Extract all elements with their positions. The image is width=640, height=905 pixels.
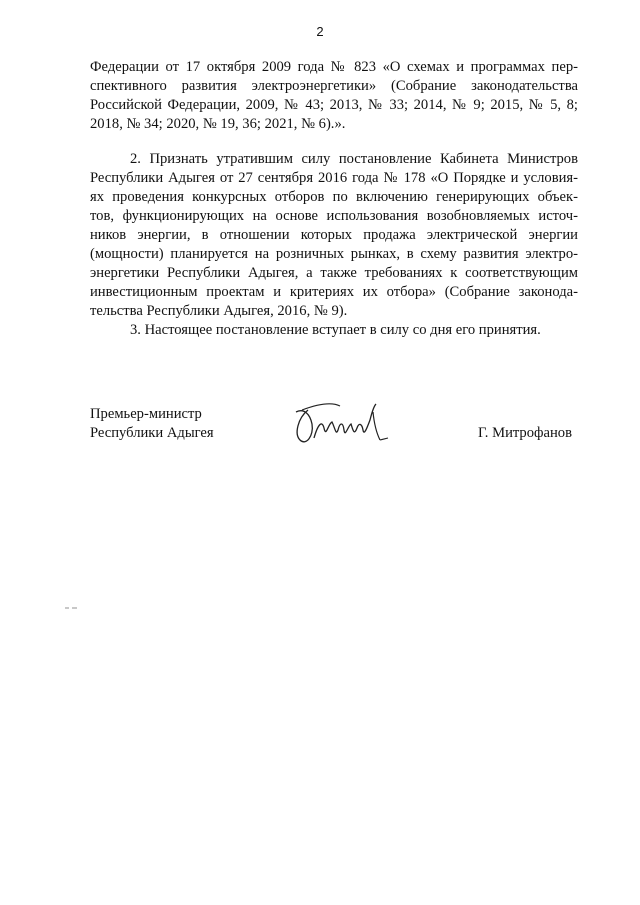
text-line: 2018, № 34; 2020, № 19, 36; 2021, № 6).». bbox=[90, 116, 346, 132]
text-line: (мощности) планируется на розничных рынках, в схему развития электро- bbox=[90, 246, 578, 262]
position-line-2: Республики Адыгея bbox=[90, 425, 214, 441]
text-line: тов, функционирующих на основе использования возобновляемых источ- bbox=[90, 208, 578, 224]
text-line: ях проведения конкурсных отборов по включению генерирующих объек- bbox=[90, 189, 578, 205]
text-line: Российской Федерации, 2009, № 43; 2013, № 33; 2014, № 9; 2015, № 5, 8; bbox=[90, 97, 578, 113]
paragraph-3 bbox=[90, 321, 578, 340]
signatory-name: Г. Митрофанов bbox=[478, 425, 572, 441]
text-line: инвестиционным проектам и критериях их отбора» (Собрание законода- bbox=[90, 284, 578, 300]
text-line: Федерации от 17 октября 2009 года № 823 «О схемах и программах пер- bbox=[90, 59, 578, 75]
text-line: тельства Республики Адыгея, 2016, № 9). bbox=[90, 303, 348, 319]
text-line: 3. Настоящее постановление вступает в силу со дня его принятия. bbox=[130, 322, 541, 338]
text-line: спективного развития электроэнергетики» (Собрание законодательства bbox=[90, 78, 578, 94]
position-line-1: Премьер-министр bbox=[90, 406, 202, 422]
text-line: 2. Признать утратившим силу постановление Кабинета Министров bbox=[130, 151, 578, 167]
text-line: ников энергии, в отношении которых продажа электрической энергии bbox=[90, 227, 578, 243]
page-number: 2 bbox=[316, 24, 324, 39]
text-line: энергетики Республики Адыгея, а также требованиях к соответствующим bbox=[90, 265, 578, 281]
scan-mark bbox=[64, 606, 78, 610]
paragraph-2 bbox=[90, 150, 578, 321]
text-line: Республики Адыгея от 27 сентября 2016 года № 178 «О Порядке и условия- bbox=[90, 170, 578, 186]
signatory-position bbox=[90, 405, 214, 443]
handwritten-signature bbox=[288, 398, 398, 450]
paragraph-1 bbox=[90, 58, 578, 134]
